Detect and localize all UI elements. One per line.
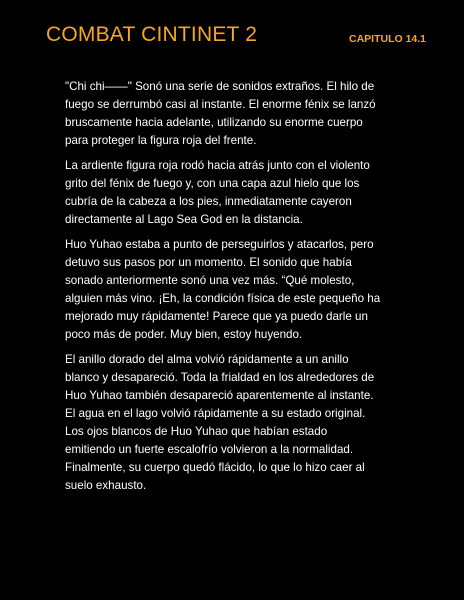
text-line: blanco y desapareció. Toda la frialdad en los alrededores de	[65, 371, 375, 384]
chapter-label: CAPITULO 14.1	[349, 33, 427, 45]
text-line: alguien más vino. ¡Eh, la condición física de este pequeño ha	[65, 292, 381, 305]
text-line: cubría de la cabeza a los pies, inmediatamente cayeron	[65, 195, 352, 208]
page-title: COMBAT CINTINET 2	[46, 23, 258, 46]
text-line: para proteger la figura roja del frente.	[65, 134, 257, 147]
paragraph	[65, 157, 410, 229]
text-line: poco más de poder. Muy bien, estoy huyendo.	[65, 328, 303, 341]
text-line: Huo Yuhao también desapareció aparentemente al instante.	[65, 389, 374, 402]
paragraph	[65, 351, 410, 495]
text-line: bruscamente hacia adelante, utilizando su enorme cuerpo	[65, 116, 363, 129]
text-line: La ardiente figura roja rodó hacia atrás junto con el violento	[65, 159, 370, 172]
text-line: mejorado muy rápidamente! Parece que ya puedo darle un	[65, 310, 368, 323]
text-line: El anillo dorado del alma volvió rápidamente a un anillo	[65, 353, 349, 366]
text-line: grito del fénix de fuego y, con una capa azul hielo que los	[65, 177, 360, 190]
text-line: El agua en el lago volvió rápidamente a su estado original.	[65, 407, 366, 420]
text-line: Los ojos blancos de Huo Yuhao que habían estado	[65, 425, 328, 438]
paragraph	[65, 78, 410, 150]
paragraph	[65, 236, 410, 344]
text-line: Huo Yuhao estaba a punto de perseguirlos y atacarlos, pero	[65, 238, 374, 251]
text-line: detuvo sus pasos por un momento. El sonido que había	[65, 256, 352, 269]
text-line: emitiendo un fuerte escalofrío volvieron a la normalidad.	[65, 443, 354, 456]
text-line: fuego se derrumbó casi al instante. El enorme fénix se lanzó	[65, 98, 376, 111]
story-body	[65, 78, 410, 502]
text-line: Finalmente, su cuerpo quedó flácido, lo que lo hizo caer al	[65, 461, 365, 474]
text-line: directamente al Lago Sea God en la distancia.	[65, 213, 303, 226]
text-line: sonado anteriormente sonó una vez más. “Qué molesto,	[65, 274, 355, 287]
text-line: suelo exhausto.	[65, 479, 147, 492]
text-line: "Chi chi——" Sonó una serie de sonidos extraños. El hilo de	[65, 80, 375, 93]
